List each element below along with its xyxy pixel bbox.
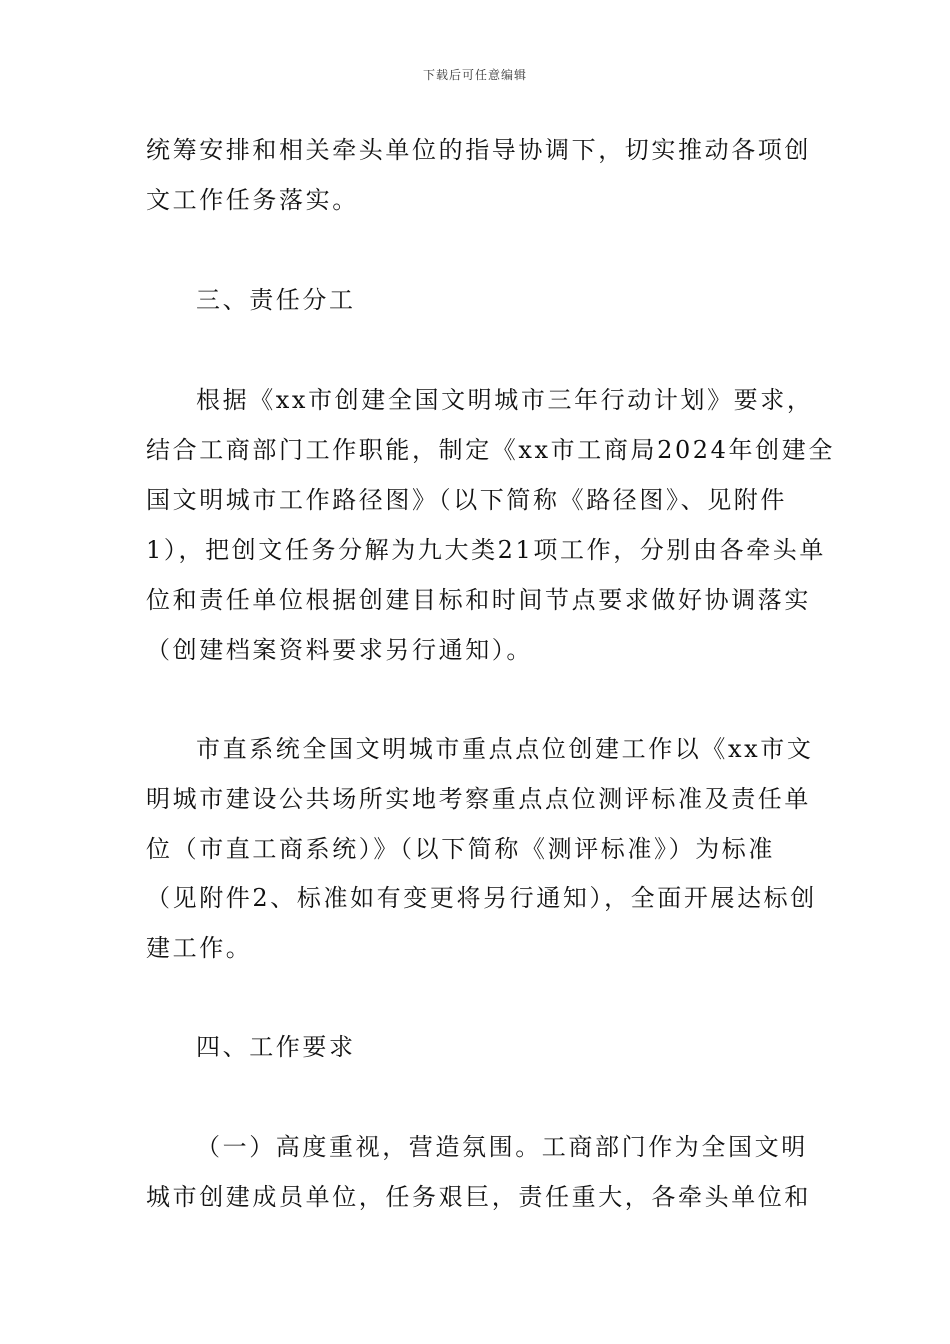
body-line: 结合工商部门工作职能，制定《xx市工商局2024年创建全 xyxy=(146,436,835,464)
body-line: 文工作任务落实。 xyxy=(146,186,359,214)
body-line: 城市创建成员单位，任务艰巨，责任重大，各牵头单位和 xyxy=(146,1183,811,1211)
page-header: 下载后可任意编辑 xyxy=(422,68,527,82)
body-line: 统筹安排和相关牵头单位的指导协调下，切实推动各项创 xyxy=(146,136,811,164)
body-line: 1），把创文任务分解为九大类21项工作，分别由各牵头单 xyxy=(146,536,827,564)
body-line: 国文明城市工作路径图》（以下简称《路径图》、见附件 xyxy=(146,486,787,514)
section-heading-3: 三、责任分工 xyxy=(196,286,356,314)
body-line: （创建档案资料要求另行通知）。 xyxy=(146,636,533,664)
body-line: （一）高度重视，营造氛围。工商部门作为全国文明 xyxy=(196,1133,808,1161)
body-line: 根据《xx市创建全国文明城市三年行动计划》要求， xyxy=(196,386,814,414)
body-line: 明城市建设公共场所实地考察重点点位测评标准及责任单 xyxy=(146,785,811,813)
body-line: 位和责任单位根据创建目标和时间节点要求做好协调落实 xyxy=(146,586,811,614)
body-line: 市直系统全国文明城市重点点位创建工作以《xx市文 xyxy=(196,735,814,763)
section-heading-4: 四、工作要求 xyxy=(196,1033,356,1061)
body-line: 位（市直工商系统）》（以下简称《测评标准》）为标准 xyxy=(146,835,775,863)
body-line: 建工作。 xyxy=(146,934,253,962)
body-line: （见附件2、标准如有变更将另行通知），全面开展达标创 xyxy=(146,884,817,912)
